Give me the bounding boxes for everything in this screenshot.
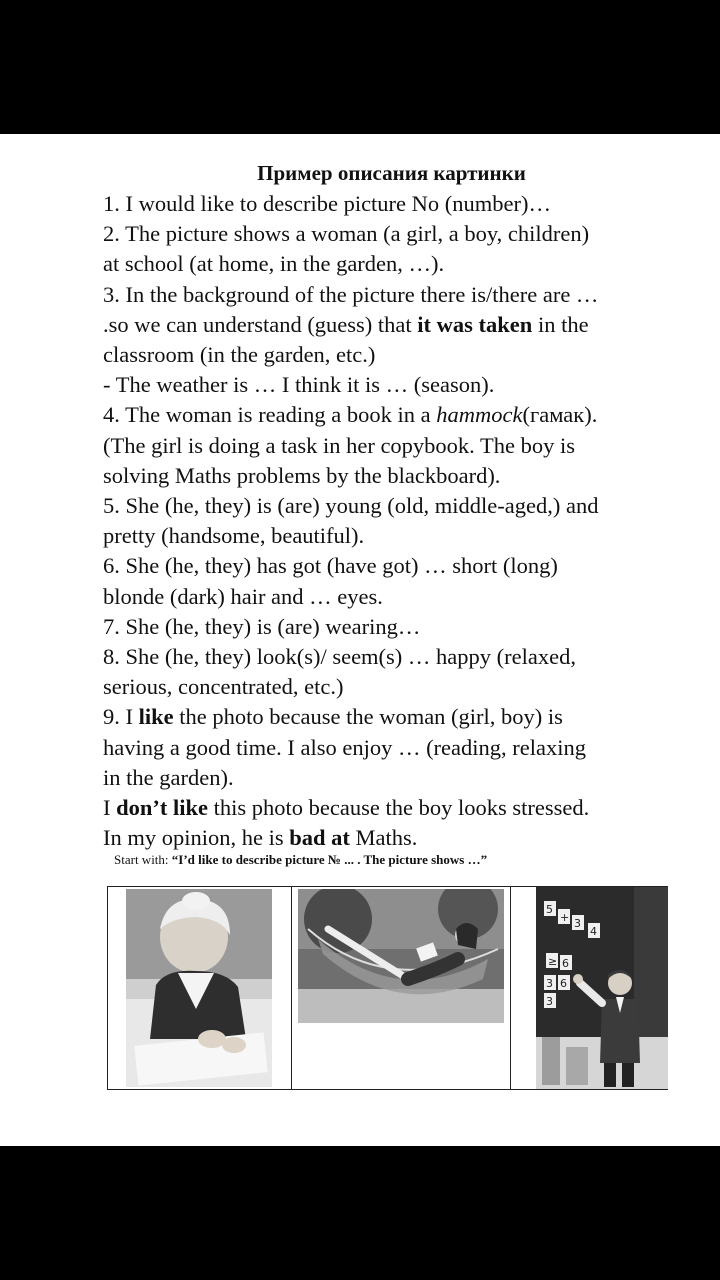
- bold-phrase: don’t like: [116, 795, 209, 821]
- text-line: [103, 551, 678, 581]
- text-line: [103, 249, 678, 279]
- text-segment: 1. I would like to describe picture No (number)…: [103, 191, 552, 216]
- text-segment: 9. I: [103, 704, 139, 730]
- board-digit: ≥: [548, 955, 558, 968]
- text-line: [103, 612, 678, 642]
- text-segment: in the: [532, 311, 589, 337]
- text-line: [103, 370, 678, 400]
- start-with-prefix: Start with:: [114, 852, 172, 867]
- board-digit: 6: [562, 957, 569, 970]
- text-line: [103, 280, 678, 310]
- photo-girl-writing: [126, 889, 272, 1087]
- text-line: [103, 582, 678, 612]
- text-line: [103, 461, 678, 491]
- text-segment: classroom (in the garden, etc.): [103, 342, 376, 368]
- page-title: Пример описания картинки: [257, 161, 526, 185]
- photo-boy-blackboard: [536, 887, 668, 1089]
- text-line: [103, 733, 678, 763]
- text-segment: 6. She (he, they) has got (have got) … short (long): [103, 553, 558, 579]
- board-digit: 6: [560, 977, 567, 990]
- text-segment: at school (at home, in the garden, …).: [103, 251, 445, 277]
- text-segment: I: [103, 795, 117, 821]
- text-segment: pretty (handsome, beautiful).: [103, 523, 365, 549]
- text-segment: In my opinion, he is: [103, 825, 290, 851]
- text-line: [103, 642, 678, 672]
- text-line: [103, 672, 678, 702]
- text-line: [103, 823, 678, 853]
- text-segment: 8. She (he, they) look(s)/ seem(s) … happy (relaxed,: [103, 644, 576, 670]
- text-segment: 2. The picture shows a woman (a girl, a boy, children): [103, 221, 590, 247]
- start-with-note: [114, 852, 487, 868]
- text-segment: (The girl is doing a task in her copybook. The boy is: [103, 432, 576, 458]
- board-digit: 3: [546, 977, 553, 990]
- text-segment: 3. In the background of the picture there is/there are …: [103, 281, 599, 307]
- bold-phrase: bad at: [289, 825, 350, 851]
- photo-strip: [107, 886, 668, 1090]
- text-segment: having a good time. I also enjoy … (reading, relaxing: [103, 734, 586, 760]
- text-segment: 7. She (he, they) is (are) wearing…: [103, 613, 421, 639]
- board-digit: 4: [590, 925, 597, 938]
- bold-phrase: like: [138, 704, 174, 730]
- text-segment: serious, concentrated, etc.): [103, 674, 344, 700]
- text-line: [103, 189, 678, 219]
- board-digit: 3: [546, 995, 553, 1008]
- text-segment: this photo because the boy looks stressed.: [208, 795, 590, 821]
- text-segment: blonde (dark) hair and … eyes.: [103, 583, 383, 609]
- text-line: [103, 310, 678, 340]
- board-digit: 5: [546, 903, 553, 916]
- text-segment: Maths.: [349, 825, 418, 851]
- text-line: [103, 763, 678, 793]
- document-page: [0, 134, 720, 1146]
- text-line: [103, 340, 678, 370]
- text-segment: - The weather is … I think it is … (season).: [103, 372, 495, 398]
- text-segment: (гамак).: [522, 402, 598, 428]
- text-line: [103, 793, 678, 823]
- text-segment: the photo because the woman (girl, boy) is: [173, 704, 563, 730]
- text-line: [103, 702, 678, 732]
- document-text: [103, 158, 678, 853]
- text-segment: in the garden).: [103, 764, 234, 790]
- text-segment: .so we can understand (guess) that: [103, 311, 418, 337]
- text-segment: solving Maths problems by the blackboard).: [103, 462, 501, 488]
- text-line: [103, 521, 678, 551]
- bold-phrase: it was taken: [417, 311, 533, 337]
- start-with-phrase: “I’d like to describe picture № ... . The picture shows …”: [171, 852, 488, 867]
- photo-woman-hammock: [298, 889, 504, 1023]
- text-line: [103, 400, 678, 430]
- italic-phrase: hammock: [436, 402, 523, 428]
- photo-divider: [291, 887, 292, 1089]
- text-line: [103, 219, 678, 249]
- instruction-lines: [103, 189, 678, 853]
- text-segment: 5. She (he, they) is (are) young (old, middle-aged,) and: [103, 493, 599, 519]
- text-segment: 4. The woman is reading a book in a: [103, 402, 437, 428]
- board-digit: 3: [574, 917, 581, 930]
- text-line: [103, 431, 678, 461]
- photo-divider: [510, 887, 511, 1089]
- board-digit: +: [560, 911, 570, 924]
- text-line: [103, 491, 678, 521]
